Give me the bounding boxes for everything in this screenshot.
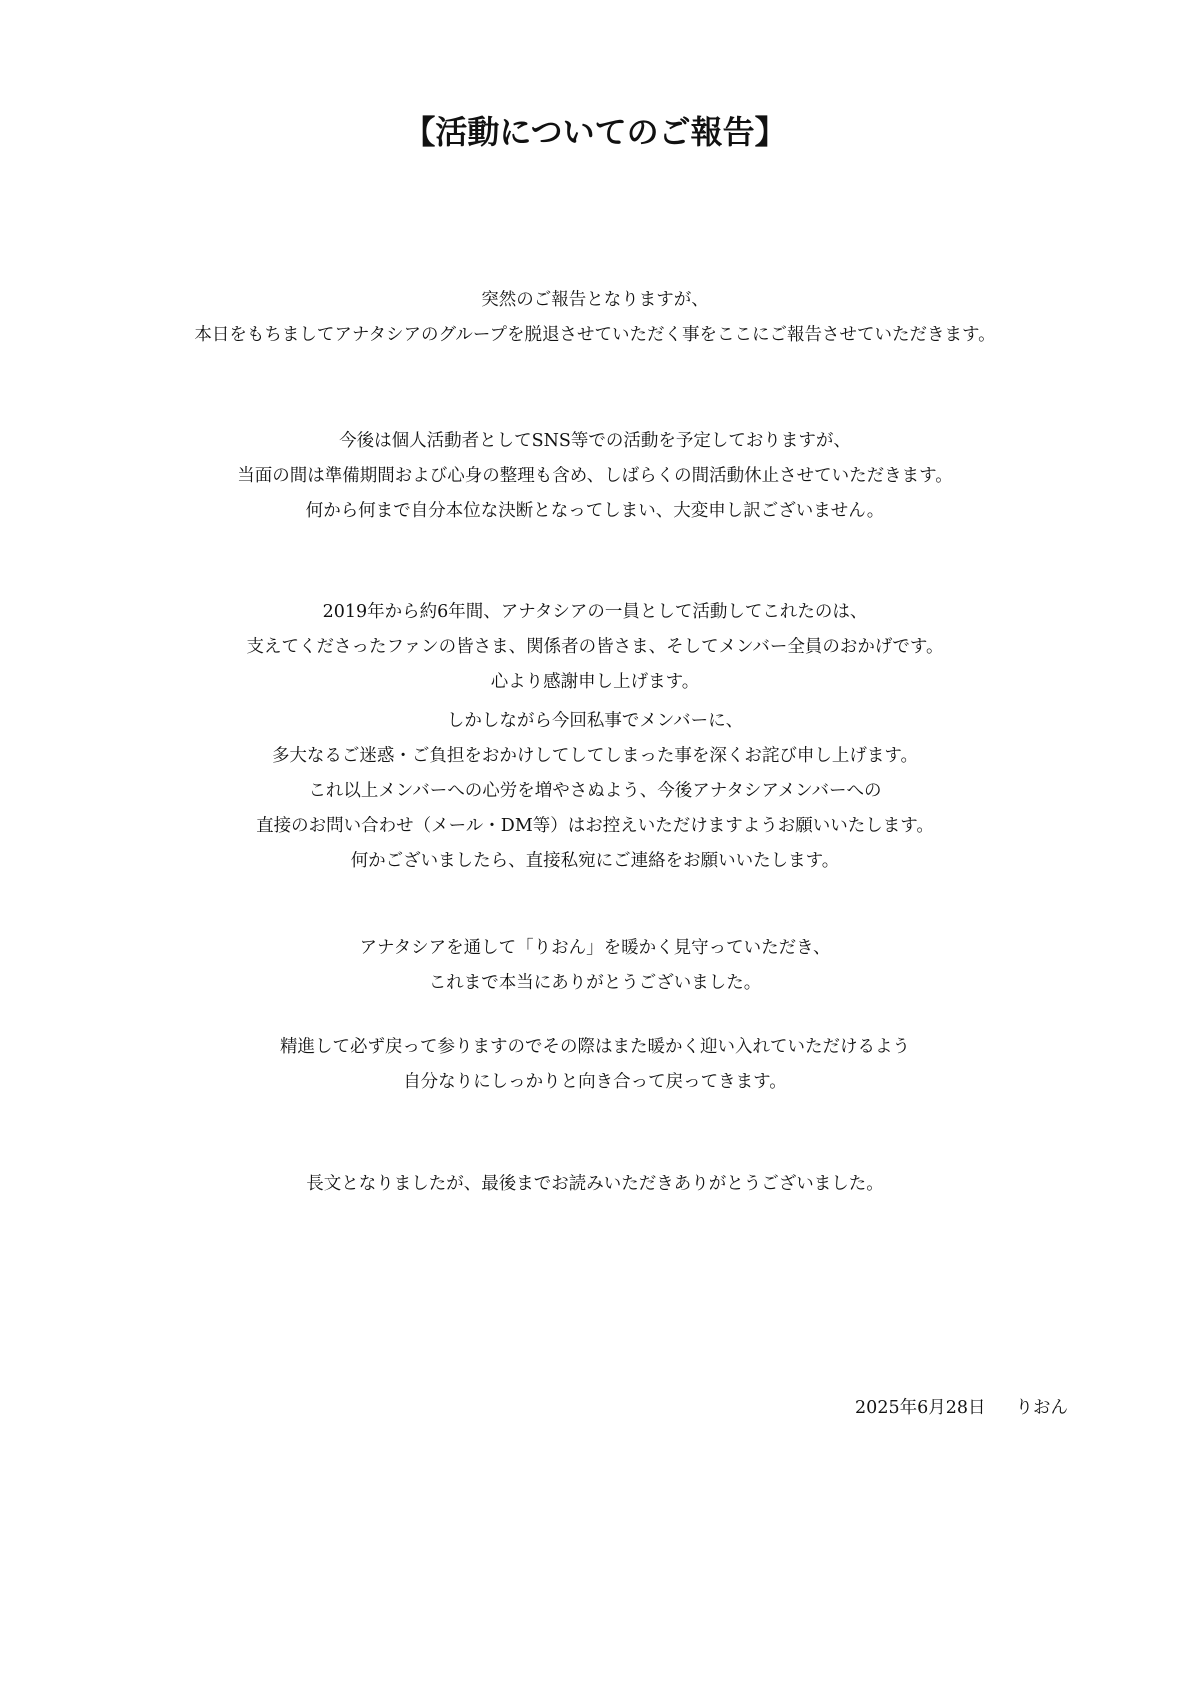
text-line: 突然のご報告となりますが、 [481, 290, 709, 310]
signature-name: りおん [1015, 1398, 1068, 1418]
text-line: 何かございましたら、直接私宛にご連絡をお願いいたします。 [350, 851, 840, 871]
paragraph-closing [0, 1167, 1190, 1202]
text-line: 当面の間は準備期間および心身の整理も含め、しばらくの間活動休止させていただきます。 [237, 466, 953, 486]
text-line: 支えてくださったファンの皆さま、関係者の皆さま、そしてメンバー全員のおかげです。 [246, 637, 944, 657]
text-line: 本日をもちましてアナタシアのグループを脱退させていただく事をここにご報告させていただきます。 [194, 325, 996, 345]
text-line: これまで本当にありがとうございました。 [428, 973, 762, 993]
paragraph-return [0, 1030, 1190, 1100]
document-title: 【活動についてのご報告】 [403, 113, 787, 151]
paragraph-apology [0, 704, 1190, 879]
paragraph-thanks [0, 931, 1190, 1001]
signature-date: 2025年6月28日 [855, 1398, 986, 1418]
text-line: 多大なるご迷惑・ご負担をおかけしてしてしまった事を深くお詫び申し上げます。 [271, 746, 919, 766]
paragraph-future-plans [0, 424, 1190, 529]
text-line: 今後は個人活動者としてSNS等での活動を予定しておりますが、 [339, 431, 851, 451]
text-line: これ以上メンバーへの心労を増やさぬよう、今後アナタシアメンバーへの [308, 781, 882, 801]
text-line: しかしながら今回私事でメンバーに、 [446, 711, 744, 731]
text-line: アナタシアを通して「りおん」を暖かく見守っていただき、 [359, 938, 831, 958]
text-line: 何から何まで自分本位な決断となってしまい、大変申し訳ございません。 [305, 501, 885, 521]
text-line: 直接のお問い合わせ（メール・DM等）はお控えいただけますようお願いいたします。 [256, 816, 934, 836]
text-line: 長文となりましたが、最後までお読みいただきありがとうございました。 [306, 1174, 884, 1194]
signature [855, 1391, 1068, 1426]
text-line: 2019年から約6年間、アナタシアの一員として活動してこれたのは、 [322, 602, 868, 622]
text-line: 自分なりにしっかりと向き合って戻ってきます。 [403, 1072, 787, 1092]
text-line: 精進して必ず戻って参りますのでその際はまた暖かく迎い入れていただけるよう [280, 1037, 910, 1057]
paragraph-announcement [0, 283, 1190, 353]
text-line: 心より感謝申し上げます。 [490, 672, 700, 692]
paragraph-gratitude [0, 595, 1190, 700]
